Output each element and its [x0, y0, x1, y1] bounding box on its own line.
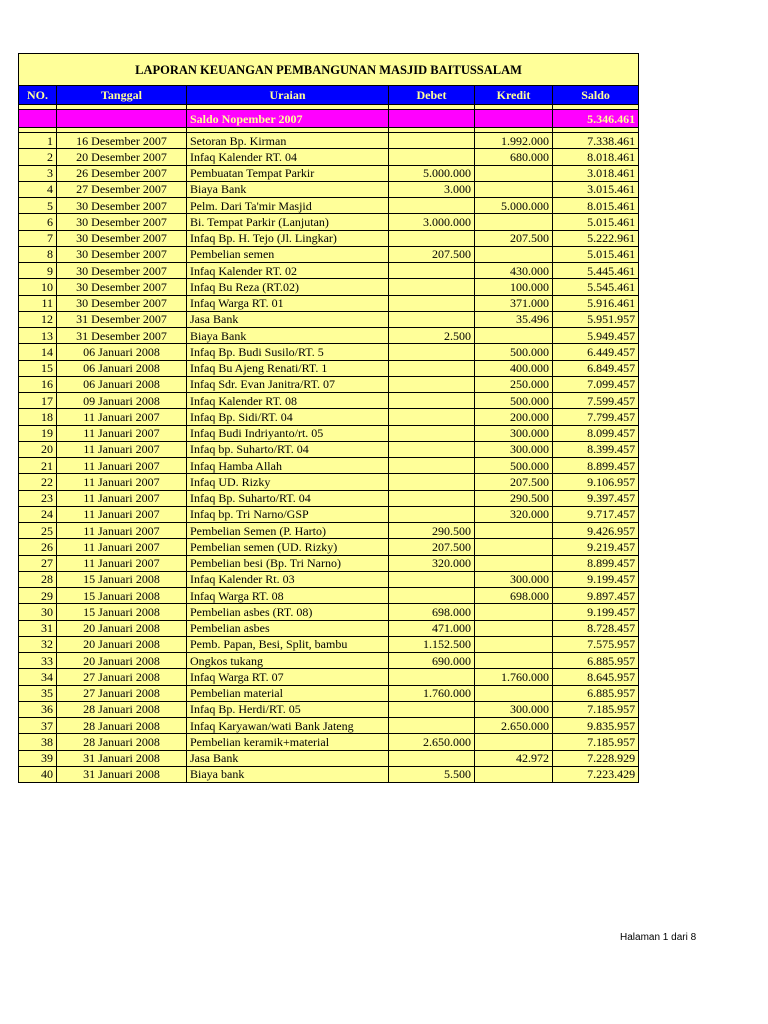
- row-credit: 500.000: [475, 344, 553, 360]
- row-no: 7: [19, 230, 57, 246]
- row-description: Pembelian keramik+material: [187, 734, 389, 750]
- row-balance: 6.849.457: [553, 360, 639, 376]
- row-description: Infaq Warga RT. 01: [187, 295, 389, 311]
- row-no: 21: [19, 458, 57, 474]
- row-no: 26: [19, 539, 57, 555]
- row-credit: [475, 214, 553, 230]
- row-no: 2: [19, 149, 57, 165]
- header-uraian: Uraian: [187, 86, 389, 105]
- row-description: Jasa Bank: [187, 311, 389, 327]
- row-debit: [389, 441, 475, 457]
- transaction-row: [19, 165, 639, 181]
- row-date: 06 Januari 2008: [57, 360, 187, 376]
- row-balance: 7.338.461: [553, 133, 639, 149]
- row-date: 30 Desember 2007: [57, 214, 187, 230]
- row-description: Infaq UD. Rizky: [187, 474, 389, 490]
- row-no: 16: [19, 376, 57, 392]
- row-description: Jasa Bank: [187, 750, 389, 766]
- row-balance: 6.885.957: [553, 653, 639, 669]
- row-no: 29: [19, 588, 57, 604]
- row-no: 17: [19, 393, 57, 409]
- row-no: 20: [19, 441, 57, 457]
- row-credit: 200.000: [475, 409, 553, 425]
- row-debit: [389, 425, 475, 441]
- row-balance: 5.951.957: [553, 311, 639, 327]
- row-description: Setoran Bp. Kirman: [187, 133, 389, 149]
- row-balance: 8.099.457: [553, 425, 639, 441]
- row-credit: [475, 620, 553, 636]
- row-debit: [389, 588, 475, 604]
- row-balance: 5.949.457: [553, 328, 639, 344]
- row-balance: 8.899.457: [553, 555, 639, 571]
- row-date: 26 Desember 2007: [57, 165, 187, 181]
- row-date: 28 Januari 2008: [57, 718, 187, 734]
- report-title: LAPORAN KEUANGAN PEMBANGUNAN MASJID BAITUSSALAM: [19, 54, 639, 86]
- row-balance: 8.645.957: [553, 669, 639, 685]
- row-balance: 6.449.457: [553, 344, 639, 360]
- header-saldo: Saldo: [553, 86, 639, 105]
- row-debit: 207.500: [389, 539, 475, 555]
- row-no: 23: [19, 490, 57, 506]
- row-balance: 5.015.461: [553, 246, 639, 262]
- row-balance: 7.099.457: [553, 376, 639, 392]
- row-description: Infaq Budi Indriyanto/rt. 05: [187, 425, 389, 441]
- row-credit: [475, 685, 553, 701]
- row-credit: [475, 181, 553, 197]
- row-description: Pemb. Papan, Besi, Split, bambu: [187, 636, 389, 652]
- row-no: 8: [19, 246, 57, 262]
- row-balance: 7.185.957: [553, 734, 639, 750]
- row-credit: 290.500: [475, 490, 553, 506]
- row-balance: 5.545.461: [553, 279, 639, 295]
- row-balance: 7.799.457: [553, 409, 639, 425]
- row-no: 6: [19, 214, 57, 230]
- row-no: 18: [19, 409, 57, 425]
- row-credit: [475, 328, 553, 344]
- row-debit: [389, 571, 475, 587]
- row-no: 11: [19, 295, 57, 311]
- row-credit: 42.972: [475, 750, 553, 766]
- row-balance: 8.899.457: [553, 458, 639, 474]
- row-debit: [389, 376, 475, 392]
- row-description: Infaq Bp. Herdi/RT. 05: [187, 701, 389, 717]
- row-date: 30 Desember 2007: [57, 230, 187, 246]
- row-date: 06 Januari 2008: [57, 344, 187, 360]
- row-date: 11 Januari 2007: [57, 539, 187, 555]
- row-debit: 290.500: [389, 523, 475, 539]
- row-date: 15 Januari 2008: [57, 604, 187, 620]
- row-no: 31: [19, 620, 57, 636]
- row-description: Pembelian besi (Bp. Tri Narno): [187, 555, 389, 571]
- row-date: 20 Januari 2008: [57, 636, 187, 652]
- row-debit: 1.760.000: [389, 685, 475, 701]
- header-debet: Debet: [389, 86, 475, 105]
- transaction-row: [19, 246, 639, 262]
- row-credit: 698.000: [475, 588, 553, 604]
- row-date: 30 Desember 2007: [57, 246, 187, 262]
- transaction-row: [19, 311, 639, 327]
- row-date: 11 Januari 2007: [57, 523, 187, 539]
- row-debit: [389, 474, 475, 490]
- row-date: 11 Januari 2007: [57, 441, 187, 457]
- row-no: 24: [19, 506, 57, 522]
- row-debit: 5.000.000: [389, 165, 475, 181]
- row-credit: 300.000: [475, 425, 553, 441]
- row-no: 10: [19, 279, 57, 295]
- page-footer: Halaman 1 dari 8: [620, 932, 697, 943]
- row-debit: [389, 295, 475, 311]
- row-date: 30 Desember 2007: [57, 198, 187, 214]
- row-credit: 100.000: [475, 279, 553, 295]
- row-balance: 9.717.457: [553, 506, 639, 522]
- transaction-row: [19, 750, 639, 766]
- row-credit: [475, 766, 553, 782]
- row-date: 09 Januari 2008: [57, 393, 187, 409]
- row-no: 27: [19, 555, 57, 571]
- row-description: Biaya Bank: [187, 328, 389, 344]
- row-balance: 3.018.461: [553, 165, 639, 181]
- row-debit: [389, 458, 475, 474]
- row-no: 19: [19, 425, 57, 441]
- row-date: 11 Januari 2007: [57, 409, 187, 425]
- row-balance: 5.222.961: [553, 230, 639, 246]
- row-credit: 5.000.000: [475, 198, 553, 214]
- row-description: Pelm. Dari Ta'mir Masjid: [187, 198, 389, 214]
- row-description: Infaq Karyawan/wati Bank Jateng: [187, 718, 389, 734]
- row-credit: 320.000: [475, 506, 553, 522]
- row-no: 40: [19, 766, 57, 782]
- row-no: 1: [19, 133, 57, 149]
- row-no: 34: [19, 669, 57, 685]
- row-date: 11 Januari 2007: [57, 425, 187, 441]
- row-balance: 5.015.461: [553, 214, 639, 230]
- transaction-row: [19, 279, 639, 295]
- row-date: 28 Januari 2008: [57, 701, 187, 717]
- row-debit: [389, 263, 475, 279]
- row-description: Biaya bank: [187, 766, 389, 782]
- row-description: Pembelian asbes (RT. 08): [187, 604, 389, 620]
- transaction-row: [19, 718, 639, 734]
- row-balance: 9.897.457: [553, 588, 639, 604]
- row-no: 35: [19, 685, 57, 701]
- row-debit: 3.000: [389, 181, 475, 197]
- row-description: Infaq Kalender RT. 08: [187, 393, 389, 409]
- row-credit: 2.650.000: [475, 718, 553, 734]
- row-balance: 9.106.957: [553, 474, 639, 490]
- row-date: 31 Januari 2008: [57, 766, 187, 782]
- row-debit: [389, 230, 475, 246]
- row-credit: 680.000: [475, 149, 553, 165]
- transaction-row: [19, 425, 639, 441]
- transaction-row: [19, 295, 639, 311]
- row-no: 4: [19, 181, 57, 197]
- row-credit: [475, 604, 553, 620]
- row-balance: 8.728.457: [553, 620, 639, 636]
- transaction-row: [19, 458, 639, 474]
- row-description: Infaq Hamba Allah: [187, 458, 389, 474]
- row-debit: 2.650.000: [389, 734, 475, 750]
- transaction-row: [19, 214, 639, 230]
- row-no: 5: [19, 198, 57, 214]
- row-debit: 1.152.500: [389, 636, 475, 652]
- row-debit: [389, 490, 475, 506]
- row-no: 36: [19, 701, 57, 717]
- row-no: 14: [19, 344, 57, 360]
- transaction-row: [19, 360, 639, 376]
- row-debit: [389, 750, 475, 766]
- row-description: Infaq Bp. Budi Susilo/RT. 5: [187, 344, 389, 360]
- row-description: Infaq Kalender Rt. 03: [187, 571, 389, 587]
- transaction-row: [19, 376, 639, 392]
- row-date: 31 Desember 2007: [57, 328, 187, 344]
- transaction-row: [19, 685, 639, 701]
- row-credit: 1.760.000: [475, 669, 553, 685]
- row-balance: 5.445.461: [553, 263, 639, 279]
- row-no: 15: [19, 360, 57, 376]
- header-tanggal: Tanggal: [57, 86, 187, 105]
- row-description: Infaq Bp. H. Tejo (Jl. Lingkar): [187, 230, 389, 246]
- row-debit: [389, 311, 475, 327]
- row-date: 27 Januari 2008: [57, 685, 187, 701]
- row-description: Infaq bp. Suharto/RT. 04: [187, 441, 389, 457]
- row-debit: 207.500: [389, 246, 475, 262]
- row-credit: [475, 636, 553, 652]
- row-credit: 1.992.000: [475, 133, 553, 149]
- row-debit: [389, 718, 475, 734]
- row-description: Biaya Bank: [187, 181, 389, 197]
- transaction-row: [19, 734, 639, 750]
- row-credit: 430.000: [475, 263, 553, 279]
- row-debit: 2.500: [389, 328, 475, 344]
- row-balance: 3.015.461: [553, 181, 639, 197]
- row-credit: 250.000: [475, 376, 553, 392]
- transaction-row: [19, 490, 639, 506]
- transaction-row: [19, 588, 639, 604]
- row-no: 28: [19, 571, 57, 587]
- row-credit: [475, 539, 553, 555]
- row-credit: 300.000: [475, 571, 553, 587]
- row-credit: 207.500: [475, 230, 553, 246]
- row-date: 27 Desember 2007: [57, 181, 187, 197]
- transaction-row: [19, 701, 639, 717]
- row-debit: [389, 669, 475, 685]
- row-date: 11 Januari 2007: [57, 506, 187, 522]
- transaction-row: [19, 181, 639, 197]
- transaction-row: [19, 669, 639, 685]
- transaction-row: [19, 636, 639, 652]
- row-credit: [475, 246, 553, 262]
- row-date: 11 Januari 2007: [57, 458, 187, 474]
- row-credit: [475, 734, 553, 750]
- header-no: NO.: [19, 86, 57, 105]
- row-balance: 7.599.457: [553, 393, 639, 409]
- transaction-row: [19, 344, 639, 360]
- row-date: 15 Januari 2008: [57, 571, 187, 587]
- row-date: 31 Januari 2008: [57, 750, 187, 766]
- row-balance: 9.199.457: [553, 571, 639, 587]
- header-kredit: Kredit: [475, 86, 553, 105]
- row-credit: 500.000: [475, 393, 553, 409]
- row-balance: 7.223.429: [553, 766, 639, 782]
- transaction-row: [19, 539, 639, 555]
- row-credit: 400.000: [475, 360, 553, 376]
- transaction-row: [19, 523, 639, 539]
- row-debit: 690.000: [389, 653, 475, 669]
- row-description: Infaq Kalender RT. 02: [187, 263, 389, 279]
- row-credit: 300.000: [475, 701, 553, 717]
- row-balance: 8.018.461: [553, 149, 639, 165]
- row-credit: [475, 523, 553, 539]
- row-description: Pembelian material: [187, 685, 389, 701]
- row-balance: 8.399.457: [553, 441, 639, 457]
- row-description: Infaq Bu Reza (RT.02): [187, 279, 389, 295]
- row-debit: 698.000: [389, 604, 475, 620]
- row-credit: [475, 653, 553, 669]
- row-no: 39: [19, 750, 57, 766]
- row-balance: 9.426.957: [553, 523, 639, 539]
- row-balance: 8.015.461: [553, 198, 639, 214]
- row-no: 25: [19, 523, 57, 539]
- row-no: 37: [19, 718, 57, 734]
- row-description: Ongkos tukang: [187, 653, 389, 669]
- transaction-row: [19, 474, 639, 490]
- row-debit: [389, 149, 475, 165]
- row-no: 38: [19, 734, 57, 750]
- opening-balance-row: [19, 110, 639, 128]
- finance-report-sheet: [18, 53, 638, 783]
- row-balance: 7.185.957: [553, 701, 639, 717]
- row-description: Infaq Warga RT. 08: [187, 588, 389, 604]
- row-debit: [389, 198, 475, 214]
- transaction-row: [19, 441, 639, 457]
- row-description: Pembelian semen: [187, 246, 389, 262]
- transaction-row: [19, 571, 639, 587]
- row-description: Infaq Warga RT. 07: [187, 669, 389, 685]
- opening-balance-label: Saldo Nopember 2007: [187, 110, 389, 128]
- row-debit: [389, 506, 475, 522]
- row-balance: 6.885.957: [553, 685, 639, 701]
- row-no: 9: [19, 263, 57, 279]
- transaction-row: [19, 555, 639, 571]
- row-date: 28 Januari 2008: [57, 734, 187, 750]
- transaction-row: [19, 328, 639, 344]
- finance-report-table: [18, 53, 639, 783]
- row-no: 33: [19, 653, 57, 669]
- transaction-row: [19, 198, 639, 214]
- row-date: 20 Desember 2007: [57, 149, 187, 165]
- row-debit: [389, 133, 475, 149]
- row-debit: 3.000.000: [389, 214, 475, 230]
- row-date: 06 Januari 2008: [57, 376, 187, 392]
- row-credit: 35.496: [475, 311, 553, 327]
- row-debit: [389, 279, 475, 295]
- transaction-row: [19, 149, 639, 165]
- row-balance: 9.835.957: [553, 718, 639, 734]
- row-no: 30: [19, 604, 57, 620]
- transaction-row: [19, 653, 639, 669]
- row-balance: 9.397.457: [553, 490, 639, 506]
- row-date: 11 Januari 2007: [57, 474, 187, 490]
- row-description: Infaq Bp. Suharto/RT. 04: [187, 490, 389, 506]
- row-description: Pembelian asbes: [187, 620, 389, 636]
- transaction-row: [19, 766, 639, 782]
- row-balance: 9.199.457: [553, 604, 639, 620]
- row-no: 22: [19, 474, 57, 490]
- row-balance: 9.219.457: [553, 539, 639, 555]
- row-credit: 300.000: [475, 441, 553, 457]
- row-description: Infaq Bu Ajeng Renati/RT. 1: [187, 360, 389, 376]
- header-row: [19, 86, 639, 105]
- row-date: 30 Desember 2007: [57, 295, 187, 311]
- transaction-row: [19, 133, 639, 149]
- row-description: Bi. Tempat Parkir (Lanjutan): [187, 214, 389, 230]
- row-description: Infaq Sdr. Evan Janitra/RT. 07: [187, 376, 389, 392]
- row-date: 31 Desember 2007: [57, 311, 187, 327]
- transaction-row: [19, 620, 639, 636]
- row-credit: [475, 165, 553, 181]
- row-date: 27 Januari 2008: [57, 669, 187, 685]
- row-debit: 320.000: [389, 555, 475, 571]
- row-description: Pembelian semen (UD. Rizky): [187, 539, 389, 555]
- row-description: Infaq Kalender RT. 04: [187, 149, 389, 165]
- row-date: 30 Desember 2007: [57, 263, 187, 279]
- row-date: 15 Januari 2008: [57, 588, 187, 604]
- row-no: 12: [19, 311, 57, 327]
- row-debit: 471.000: [389, 620, 475, 636]
- row-credit: [475, 555, 553, 571]
- row-no: 3: [19, 165, 57, 181]
- row-credit: 207.500: [475, 474, 553, 490]
- row-debit: [389, 360, 475, 376]
- row-date: 20 Januari 2008: [57, 653, 187, 669]
- transaction-row: [19, 393, 639, 409]
- row-date: 11 Januari 2007: [57, 555, 187, 571]
- row-credit: 371.000: [475, 295, 553, 311]
- row-debit: [389, 409, 475, 425]
- row-balance: 5.916.461: [553, 295, 639, 311]
- row-date: 16 Desember 2007: [57, 133, 187, 149]
- title-row: [19, 54, 639, 86]
- row-date: 11 Januari 2007: [57, 490, 187, 506]
- row-no: 13: [19, 328, 57, 344]
- row-balance: 7.575.957: [553, 636, 639, 652]
- row-balance: 7.228.929: [553, 750, 639, 766]
- transaction-row: [19, 409, 639, 425]
- row-debit: 5.500: [389, 766, 475, 782]
- transaction-row: [19, 604, 639, 620]
- row-date: 20 Januari 2008: [57, 620, 187, 636]
- row-credit: 500.000: [475, 458, 553, 474]
- row-no: 32: [19, 636, 57, 652]
- row-date: 30 Desember 2007: [57, 279, 187, 295]
- row-description: Infaq bp. Tri Narno/GSP: [187, 506, 389, 522]
- transaction-row: [19, 263, 639, 279]
- row-description: Pembelian Semen (P. Harto): [187, 523, 389, 539]
- row-debit: [389, 393, 475, 409]
- transaction-row: [19, 230, 639, 246]
- transaction-row: [19, 506, 639, 522]
- opening-balance-value: 5.346.461: [553, 110, 639, 128]
- row-debit: [389, 344, 475, 360]
- row-debit: [389, 701, 475, 717]
- row-description: Infaq Bp. Sidi/RT. 04: [187, 409, 389, 425]
- row-description: Pembuatan Tempat Parkir: [187, 165, 389, 181]
